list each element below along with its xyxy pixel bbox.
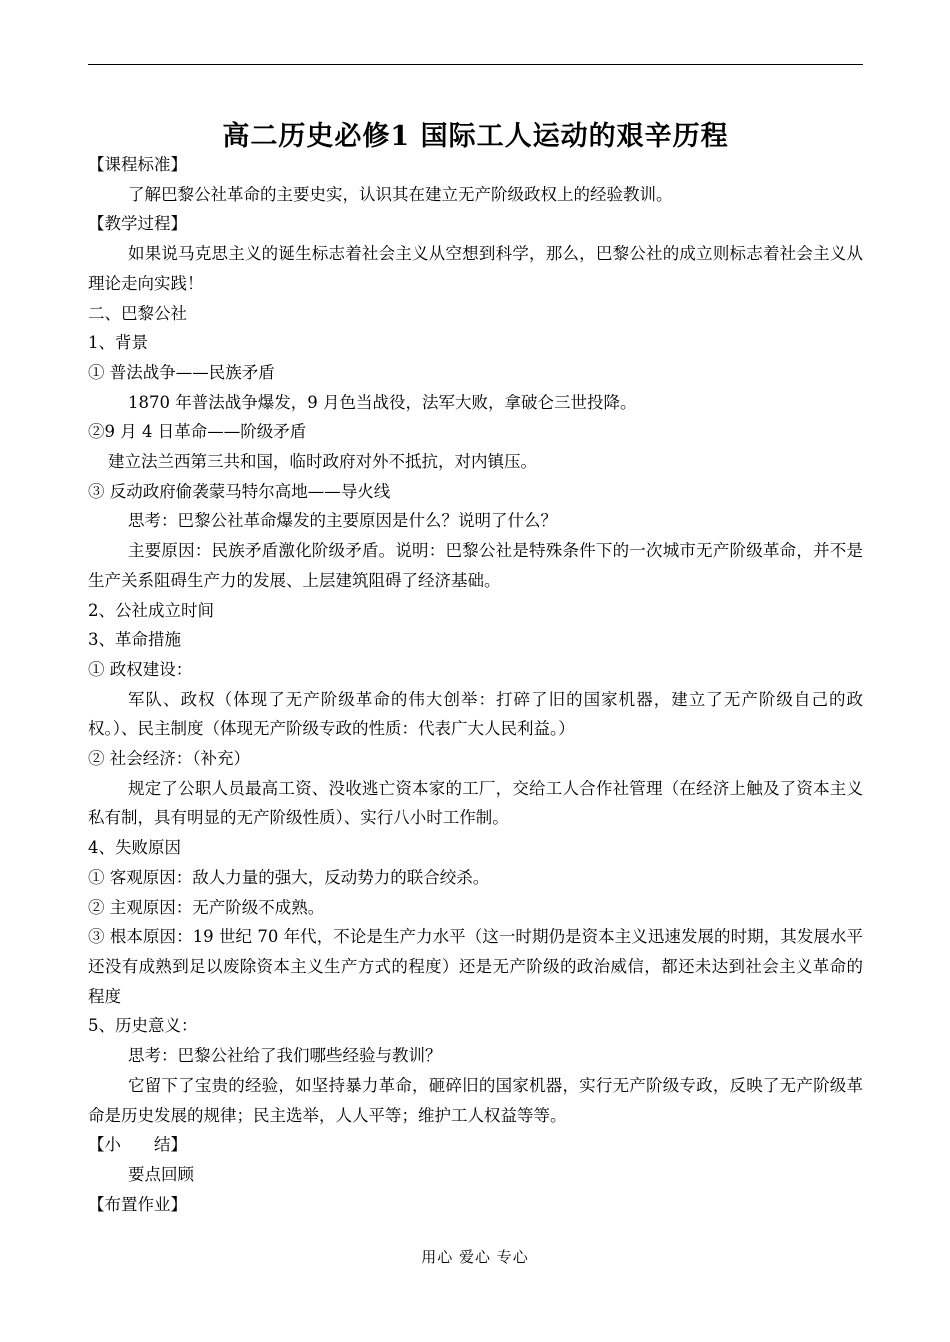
paragraph: 要点回顾 [128, 1164, 194, 1184]
list-item: ③ 根本原因：19 世纪 70 年代，不论是生产力水平（这一时期仍是资本主义迅速发展的时期，其发展水平还没有成熟到足以废除资本主义生产方式的程度）还是无产阶级的政治威信，都还未达到社会主义革命的程度 [88, 927, 863, 1006]
section-heading: 【课程标准】 [88, 155, 187, 174]
list-item: ① 客观原因：敌人力量的强大，反动势力的联合绞杀。 [88, 867, 490, 887]
subheading: 4、失败原因 [88, 838, 181, 858]
header-rule [88, 64, 863, 65]
page-title: 高二历史必修1 国际工人运动的艰辛历程 [222, 121, 729, 152]
subheading: 2、公社成立时间 [88, 600, 214, 620]
list-item: ② 主观原因：无产阶级不成熟。 [88, 897, 325, 917]
paragraph: 了解巴黎公社革命的主要史实，认识其在建立无产阶级政权上的经验教训。 [128, 184, 673, 204]
section-heading: 【教学过程】 [88, 214, 187, 234]
paragraph: 思考：巴黎公社革命爆发的主要原因是什么？说明了什么？ [128, 511, 557, 531]
section-heading: 【布置作业】 [88, 1194, 187, 1214]
paragraph: 如果说马克思主义的诞生标志着社会主义从空想到科学，那么，巴黎公社的成立则标志着社会主义从理论走向实践！ [88, 244, 863, 293]
paragraph: 建立法兰西第三共和国，临时政府对外不抵抗，对内镇压。 [108, 452, 537, 472]
page-footer: 用心 爱心 专心 [421, 1248, 529, 1266]
paragraph: 思考：巴黎公社给了我们哪些经验与教训？ [128, 1046, 442, 1066]
list-item: ① 政权建设： [88, 659, 193, 679]
list-item: ② 社会经济：（补充） [88, 749, 250, 769]
subheading: 二、巴黎公社 [88, 303, 187, 323]
section-heading: 【小 结】 [88, 1135, 187, 1155]
subheading: 3、革命措施 [88, 630, 181, 650]
subheading: 1、背景 [88, 333, 148, 353]
paragraph: 军队、政权（体现了无产阶级革命的伟大创举：打碎了旧的国家机器，建立了无产阶级自己的政权。）、民主制度（体现无产阶级专政的性质：代表广大人民利益。） [88, 689, 863, 739]
paragraph: 规定了公职人员最高工资、没收逃亡资本家的工厂，交给工人合作社管理（在经济上触及了资本主义私有制，具有明显的无产阶级性质）、实行八小时工作制。 [88, 778, 863, 828]
list-item: ① 普法战争——民族矛盾 [88, 362, 275, 382]
paragraph: 主要原因：民族矛盾激化阶级矛盾。说明：巴黎公社是特殊条件下的一次城市无产阶级革命，并不是生产关系阻碍生产力的发展、上层建筑阻碍了经济基础。 [88, 541, 863, 590]
paragraph: 1870 年普法战争爆发，9 月色当战役，法军大败，拿破仑三世投降。 [128, 392, 637, 412]
paragraph: 它留下了宝贵的经验，如坚持暴力革命，砸碎旧的国家机器，实行无产阶级专政，反映了无产阶级革命是历史发展的规律；民主选举，人人平等；维护工人权益等等。 [88, 1075, 863, 1125]
list-item: ③ 反动政府偷袭蒙马特尔高地——导火线 [88, 481, 391, 501]
document-body [88, 150, 863, 1219]
list-item: ②9 月 4 日革命——阶级矛盾 [88, 422, 307, 442]
subheading: 5、历史意义： [88, 1016, 198, 1036]
